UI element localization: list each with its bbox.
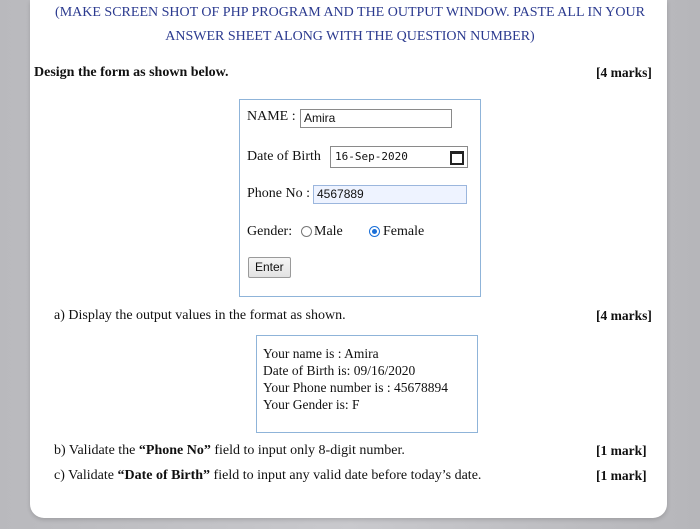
gender-male-radio[interactable] [301,226,312,237]
part-c-marks: [1 mark] [596,468,647,483]
part-b-suffix: field to input only 8-digit number. [210,443,405,458]
question-marks: [4 marks] [596,65,652,80]
output-line-dob: Date of Birth is: 09/16/2020 [263,363,416,378]
dob-value: 16-Sep-2020 [335,150,408,163]
phone-label: Phone No : [247,186,310,201]
name-input[interactable]: Amira [300,109,452,128]
form-preview [239,99,481,297]
part-b-prefix: b) Validate the [54,443,139,458]
instruction-line-2: ANSWER SHEET ALONG WITH THE QUESTION NUMBER) [165,29,535,44]
question-text: Design the form as shown below. [34,65,229,80]
part-b-field: “Phone No” [138,443,211,458]
part-b-text [54,443,405,459]
name-label: NAME : [247,109,296,124]
answer-sheet [30,0,667,518]
part-a-text: a) Display the output values in the format as shown. [54,308,346,323]
part-a-marks: [4 marks] [596,308,652,323]
part-c-prefix: c) Validate [54,468,118,483]
gender-female-radio[interactable] [369,226,380,237]
output-preview [256,335,478,433]
instruction-line-1: (MAKE SCREEN SHOT OF PHP PROGRAM AND THE OUTPUT WINDOW. PASTE ALL IN YOUR [55,5,645,20]
part-c-suffix: field to input any valid date before today’s date. [210,468,482,483]
part-c-field: “Date of Birth” [117,468,211,483]
dob-label: Date of Birth [247,149,321,164]
output-line-gender: Your Gender is: F [263,397,360,412]
output-line-phone: Your Phone number is : 45678894 [263,380,449,395]
dob-date-input[interactable] [330,146,468,168]
output-line-name: Your name is : Amira [263,346,379,361]
part-b-marks: [1 mark] [596,443,647,458]
gender-female-label: Female [383,224,425,239]
phone-input[interactable]: 4567889 [313,185,467,204]
calendar-icon[interactable] [450,151,464,165]
gender-label: Gender: [247,224,293,239]
enter-button[interactable]: Enter [248,257,291,278]
gender-male-label: Male [314,224,343,239]
part-c-text [54,468,481,484]
